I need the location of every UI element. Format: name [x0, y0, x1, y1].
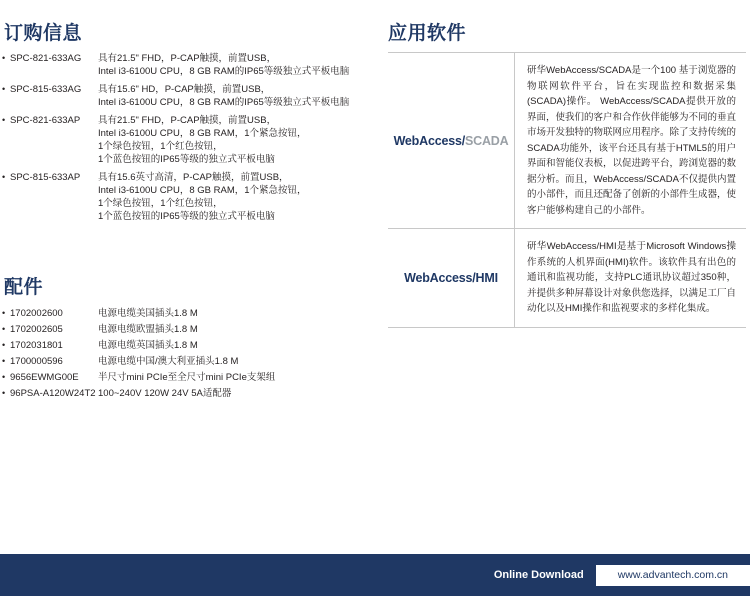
logo-primary-text: WebAccess/ [404, 270, 476, 285]
accessory-description: 电源电缆中国/澳大利亚插头1.8 M [98, 356, 239, 367]
accessory-sku: 1702031801 [10, 340, 63, 351]
accessory-description: 电源电缆美国插头1.8 M [98, 308, 198, 319]
ordering-description-line: Intel i3-6100U CPU，8 GB RAM，1个紧急按钮， [98, 185, 307, 196]
accessory-description: 半尺寸mini PCIe至全尺寸mini PCIe支架组 [98, 372, 276, 383]
website-url[interactable]: www.advantech.com.cn [596, 565, 750, 586]
bullet-icon: • [2, 115, 6, 125]
accessory-sku: 9656EWMG00E [10, 372, 79, 383]
bullet-icon: • [2, 324, 6, 334]
list-item [2, 114, 370, 166]
ordering-description-line: Intel i3-6100U CPU，8 GB RAM的IP65等级独立式平板电脑 [98, 97, 350, 108]
ordering-description-line: 具有21.5" FHD，P-CAP触摸，前置USB， [98, 53, 277, 64]
ordering-sku: SPC-821-633AP [10, 115, 81, 126]
online-download-label: Online Download [493, 569, 584, 581]
list-item [2, 83, 370, 109]
bullet-icon: • [2, 308, 6, 318]
ordering-sku: SPC-821-633AG [10, 53, 82, 64]
accessories-list [2, 307, 370, 403]
table-row [388, 53, 746, 229]
bullet-icon: • [2, 172, 6, 182]
bullet-icon: • [2, 372, 6, 382]
ordering-description-line: 具有15.6英寸高清，P-CAP触摸，前置USB， [98, 172, 289, 183]
ordering-description-line: 1个绿色按钮，1个红色按钮， [98, 198, 223, 209]
accessories-section-title: 配件 [4, 277, 44, 298]
accessory-description: 电源电缆欧盟插头1.8 M [98, 324, 198, 335]
accessory-sku: 1702002600 [10, 308, 63, 319]
bullet-icon: • [2, 356, 6, 366]
bullet-icon: • [2, 340, 6, 350]
accessory-description: 电源电缆英国插头1.8 M [98, 340, 198, 351]
ordering-description-line: Intel i3-6100U CPU，8 GB RAM的IP65等级独立式平板电脑 [98, 66, 350, 77]
ordering-description-line: 1个蓝色按钮的IP65等级的独立式平板电脑 [98, 154, 275, 165]
bullet-icon: • [2, 53, 6, 63]
list-item [2, 307, 370, 320]
bullet-icon: • [2, 388, 6, 398]
list-item [2, 171, 370, 223]
software-table [388, 52, 746, 328]
accessory-sku: 96PSA-A120W24T2 [10, 388, 96, 399]
page-footer [0, 554, 750, 596]
accessory-description: 100~240V 120W 24V 5A适配器 [98, 388, 232, 399]
software-description: 研华WebAccess/SCADA是一个100 基于浏览器的物联网软件平台，旨在实现监控和数据采集(SCADA)操作。 WebAccess/SCADA提供开放的界面，使我们的客户和合作伙伴能够为不同的垂直市场开发独特的物联网应用程序。除了支持传统的SCADA功能外，该平台还具有基于HTML5的用户界面和智能仪表板，以促进跨平台，跨浏览器的数据分析。而且，WebAccess/SCADA不仅提供内置的小部件，而且还配备了创新的小部件生成器，使客户能够构建自己的小部件。 [514, 53, 746, 228]
webaccess-hmi-logo [388, 229, 514, 327]
list-item [2, 323, 370, 336]
ordering-list [2, 52, 370, 228]
bullet-icon: • [2, 84, 6, 94]
ordering-sku: SPC-815-633AG [10, 84, 82, 95]
ordering-description-line: 具有21.5" FHD，P-CAP触摸，前置USB， [98, 115, 277, 126]
ordering-description [98, 52, 370, 78]
ordering-description [98, 171, 370, 223]
logo-secondary-text: SCADA [464, 133, 509, 148]
accessory-sku: 1700000596 [10, 356, 63, 367]
ordering-description [98, 83, 370, 109]
list-item [2, 52, 370, 78]
list-item [2, 355, 370, 368]
software-description: 研华WebAccess/HMI是基于Microsoft Windows操作系统的人机界面(HMI)软件。该软件具有出色的通讯和监视功能，支持PLC通讯协议超过350种，并提供多种屏幕设计对象供您选择，以满足工厂自动化以及HMI操作和监视要求的多样化集成。 [514, 229, 746, 327]
list-item [2, 371, 370, 384]
footer-content [494, 554, 750, 596]
ordering-description-line: 1个绿色按钮，1个红色按钮， [98, 141, 223, 152]
accessory-sku: 1702002605 [10, 324, 63, 335]
list-item [2, 387, 370, 400]
ordering-description-line: Intel i3-6100U CPU，8 GB RAM，1个紧急按钮， [98, 128, 307, 139]
ordering-description [98, 114, 370, 166]
ordering-sku: SPC-815-633AP [10, 172, 81, 183]
table-row [388, 229, 746, 327]
ordering-section-title: 订购信息 [4, 23, 83, 44]
ordering-description-line: 1个蓝色按钮的IP65等级的独立式平板电脑 [98, 211, 275, 222]
logo-primary-text: WebAccess/ [393, 133, 465, 148]
logo-secondary-text: HMI [475, 270, 498, 285]
software-section-title: 应用软件 [388, 23, 467, 44]
webaccess-scada-logo [388, 53, 514, 228]
list-item [2, 339, 370, 352]
ordering-description-line: 具有15.6" HD，P-CAP触摸，前置USB， [98, 84, 271, 95]
